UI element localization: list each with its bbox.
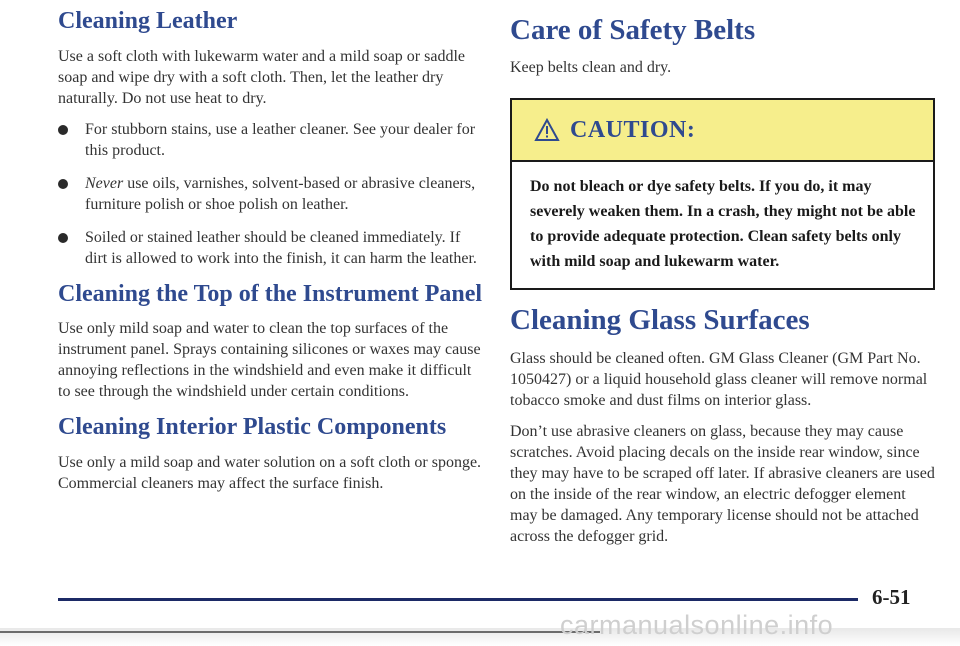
plastic-components-paragraph: Use only a mild soap and water solution on a soft cloth or sponge. Commercial cleaners may affect the surface finish.: [58, 453, 482, 492]
caution-header: [512, 100, 933, 162]
warning-triangle-icon: [534, 118, 560, 142]
cleaning-leather-paragraph: Use a soft cloth with lukewarm water and a mild soap or saddle soap and wipe dry with a soft cloth. Then, let the leather dry naturally. Do not use heat to dry.: [58, 47, 465, 107]
caution-title: CAUTION:: [570, 116, 696, 143]
bottom-bar: [0, 631, 600, 633]
bullet-icon: [58, 125, 68, 135]
footer-rule: [58, 598, 858, 601]
bullet-text: For stubborn stains, use a leather cleaner. See your dealer for this product.: [85, 120, 476, 159]
safety-belts-paragraph: Keep belts clean and dry.: [510, 59, 672, 77]
list-item: [58, 119, 483, 161]
safety-belts-heading: Care of Safety Belts: [510, 14, 756, 46]
watermark: carmanualsonline.info: [560, 610, 834, 640]
cleaning-leather-heading: Cleaning Leather: [58, 8, 238, 34]
right-column: [510, 14, 935, 547]
plastic-components-heading: Cleaning Interior Plastic Components: [58, 414, 447, 441]
instrument-panel-paragraph: Use only mild soap and water to clean the top surfaces of the instrument panel. Sprays containing silicones or waxes may cause annoying reflections in the windshield and even make it difficult to see through the windshield under certain conditions.: [58, 320, 481, 401]
page-number: 6-51: [872, 585, 911, 609]
bullet-icon: [58, 233, 68, 243]
bullet-text: Soiled or stained leather should be cleaned immediately. If dirt is allowed to work into the finish, it can harm the leather.: [85, 228, 477, 267]
bullet-icon: [58, 179, 68, 189]
caution-box: [510, 98, 935, 290]
glass-paragraph-2: Don’t use abrasive cleaners on glass, because they may cause scratches. Avoid placing decals on the inside rear window, since they may have to be scraped off later. If abrasive cleaners are used on the inside of the rear window, an electric defogger element may be damaged. Any temporary license should not be attached across the defogger grid.: [510, 422, 935, 545]
glass-paragraph-1: Glass should be cleaned often. GM Glass Cleaner (GM Part No. 1050427) or a liquid household glass cleaner will remove normal tobacco smoke and dust films on interior glass.: [510, 349, 928, 409]
instrument-panel-heading: Cleaning the Top of the Instrument Panel: [58, 280, 483, 307]
bullet-emphasis: Never: [85, 174, 124, 192]
leather-bullet-list: [58, 119, 483, 269]
bullet-text: use oils, varnishes, solvent-based or abrasive cleaners, furniture polish or shoe polish on leather.: [85, 174, 476, 213]
left-column: [58, 8, 483, 494]
caution-text: Do not bleach or dye safety belts. If you do, it may severely weaken them. In a crash, they might not be able to provide adequate protection. Clean safety belts only with mild soap and lukewarm water.: [530, 178, 916, 271]
list-item: [58, 173, 483, 215]
list-item: [58, 227, 483, 269]
glass-surfaces-heading: Cleaning Glass Surfaces: [510, 304, 810, 337]
